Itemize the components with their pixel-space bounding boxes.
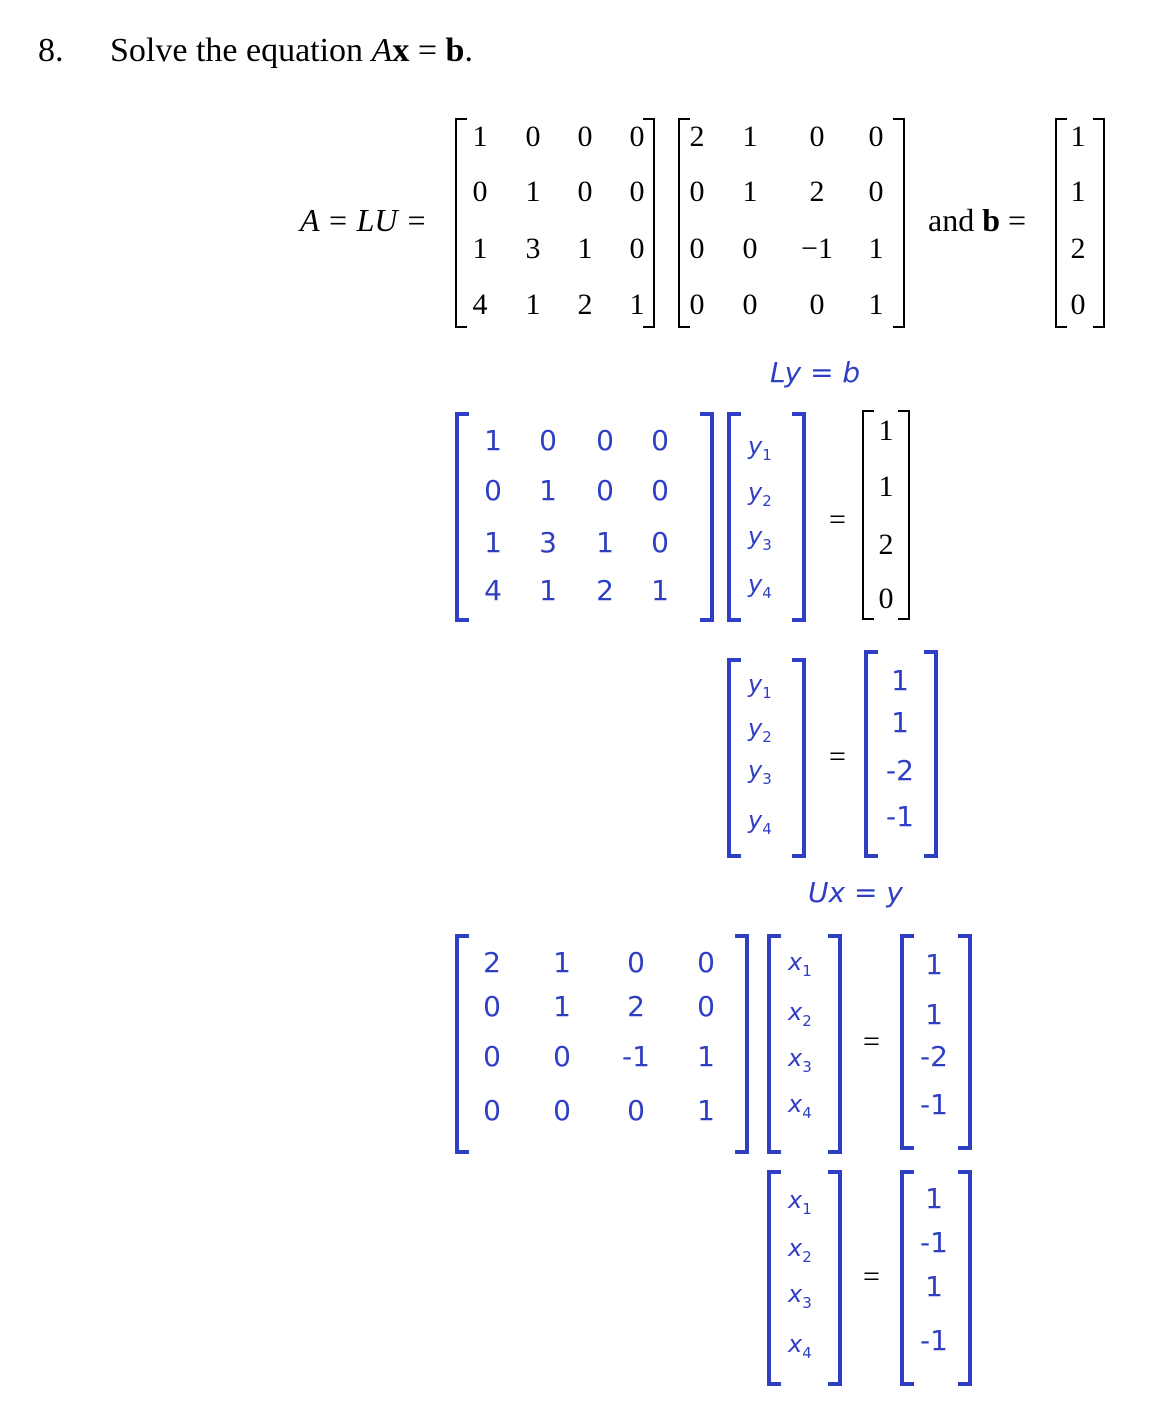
x-res-var-subscript: 3	[802, 1293, 812, 1312]
x-var-1	[788, 948, 812, 980]
L-cell-r3-c1: 1	[472, 232, 488, 265]
y-res-var-subscript: 4	[762, 819, 772, 838]
y-bracket-left	[727, 412, 741, 622]
U-cell-r1-c3: 0	[809, 120, 825, 153]
x-var-4	[788, 1090, 812, 1122]
x-var-letter: x	[788, 1044, 803, 1072]
U-cell-r3-c4: 1	[868, 232, 884, 265]
U-hand-cell-r2-c2: 1	[553, 990, 571, 1023]
b-cell-r2: 1	[1070, 175, 1086, 208]
L-hand-cell-r4-c4: 1	[651, 574, 669, 607]
U-hand-bracket-right	[735, 934, 749, 1154]
U-hand-cell-r3-c4: 1	[697, 1040, 715, 1073]
y-res-var-subscript: 1	[762, 683, 772, 702]
L-cell-r2-c4: 0	[629, 175, 645, 208]
x-sol-cell-r2: -1	[920, 1226, 948, 1259]
L-hand-bracket-left	[455, 412, 469, 622]
L-cell-r2-c1: 0	[472, 175, 488, 208]
U-cell-r4-c4: 1	[868, 288, 884, 321]
y-sol-cell-r4: -1	[886, 800, 914, 833]
U-hand-cell-r3-c3: -1	[622, 1040, 650, 1073]
x-var-3	[788, 1044, 812, 1076]
step1-result-equals: =	[829, 740, 846, 773]
symbol-x: x	[392, 32, 410, 69]
L-cell-r2-c2: 1	[525, 175, 541, 208]
L-hand-cell-r4-c3: 2	[596, 574, 614, 607]
step2-result-equals: =	[863, 1260, 880, 1293]
step1-b-cell-r2: 1	[878, 470, 894, 503]
L-cell-r2-c3: 0	[577, 175, 593, 208]
step1-b-cell-r4: 0	[878, 582, 894, 615]
U-hand-cell-r4-c4: 1	[697, 1094, 715, 1127]
x-var-letter: x	[788, 998, 803, 1026]
x-var-2	[788, 998, 812, 1030]
step2-heading: Ux = y	[808, 876, 903, 909]
L-cell-r4-c3: 2	[577, 288, 593, 321]
L-hand-cell-r1-c3: 0	[596, 424, 614, 457]
y2-bracket-right	[958, 934, 972, 1150]
y-res-var-subscript: 2	[762, 727, 772, 746]
y-bracket-right	[792, 412, 806, 622]
given-lhs: A = LU =	[300, 202, 428, 238]
U-cell-r1-c4: 0	[868, 120, 884, 153]
x-sol-cell-r1: 1	[925, 1182, 943, 1215]
ysol-bracket-left	[864, 650, 878, 858]
x-res-var-letter: x	[788, 1186, 803, 1214]
symbol-b: b	[445, 32, 465, 69]
U-hand-cell-r1-c1: 2	[483, 946, 501, 979]
problem-number: 8.	[38, 32, 64, 69]
U-cell-r4-c1: 0	[689, 288, 705, 321]
x-res-var-letter: x	[788, 1330, 803, 1358]
step1-b-cell-r3: 2	[878, 528, 894, 561]
y-res-var-4	[748, 806, 772, 838]
problem-statement	[110, 32, 473, 70]
L-hand-cell-r3-c2: 3	[539, 526, 557, 559]
x-var-subscript: 2	[802, 1011, 812, 1030]
y-res-var-letter: y	[748, 670, 763, 698]
U-cell-r1-c2: 1	[742, 120, 758, 153]
L-cell-r3-c4: 0	[629, 232, 645, 265]
y-var-subscript: 4	[762, 583, 772, 602]
y-var-letter: y	[748, 570, 763, 598]
yres-bracket-right	[792, 658, 806, 858]
L-hand-cell-r4-c1: 4	[484, 574, 502, 607]
U-hand-cell-r2-c1: 0	[483, 990, 501, 1023]
b-symbol: b	[982, 202, 1000, 238]
x-res-var-subscript: 1	[802, 1199, 812, 1218]
L-hand-cell-r2-c4: 0	[651, 474, 669, 507]
U-cell-r4-c3: 0	[809, 288, 825, 321]
xres-bracket-left	[767, 1170, 781, 1386]
y-res-var-letter: y	[748, 806, 763, 834]
L-hand-cell-r1-c4: 0	[651, 424, 669, 457]
U-hand-cell-r4-c2: 0	[553, 1094, 571, 1127]
statement-equals: =	[417, 32, 438, 69]
x-sol-cell-r4: -1	[920, 1324, 948, 1357]
U-cell-r3-c3: −1	[801, 232, 833, 265]
L-hand-cell-r2-c2: 1	[539, 474, 557, 507]
xres-bracket-right	[828, 1170, 842, 1386]
U-hand-cell-r1-c3: 0	[627, 946, 645, 979]
y-res-var-letter: y	[748, 714, 763, 742]
y-var-2	[748, 478, 772, 510]
L-cell-r3-c2: 3	[525, 232, 541, 265]
b-equals: =	[1008, 202, 1027, 238]
U-hand-cell-r2-c3: 2	[627, 990, 645, 1023]
L-cell-r3-c3: 1	[577, 232, 593, 265]
L-hand-cell-r3-c4: 0	[651, 526, 669, 559]
step2-y-cell-r3: -2	[920, 1040, 948, 1073]
x-bracket-right	[828, 934, 842, 1154]
step1-heading: Ly = b	[770, 356, 861, 389]
step1-equals: =	[829, 503, 846, 536]
U-cell-r2-c4: 0	[868, 175, 884, 208]
x-res-var-letter: x	[788, 1234, 803, 1262]
x-var-subscript: 1	[802, 961, 812, 980]
statement-period: .	[464, 32, 473, 69]
x-res-var-2	[788, 1234, 812, 1266]
L-hand-cell-r3-c3: 1	[596, 526, 614, 559]
L-cell-r1-c1: 1	[472, 120, 488, 153]
L-hand-cell-r2-c1: 0	[484, 474, 502, 507]
y-sol-cell-r1: 1	[891, 664, 909, 697]
b-cell-r3: 2	[1070, 232, 1086, 265]
b-cell-r4: 0	[1070, 288, 1086, 321]
y-var-4	[748, 570, 772, 602]
L-hand-cell-r3-c1: 1	[484, 526, 502, 559]
y-res-var-letter: y	[748, 756, 763, 784]
statement-prefix: Solve the equation	[110, 32, 372, 69]
symbol-A: A	[371, 32, 393, 69]
y-res-var-1	[748, 670, 772, 702]
y-res-var-subscript: 3	[762, 769, 772, 788]
U-hand-cell-r3-c2: 0	[553, 1040, 571, 1073]
y-res-var-2	[748, 714, 772, 746]
x-bracket-left	[767, 934, 781, 1154]
step2-y-cell-r4: -1	[920, 1088, 948, 1121]
y-sol-cell-r3: -2	[886, 754, 914, 787]
b-cell-r1: 1	[1070, 120, 1086, 153]
U-cell-r2-c3: 2	[809, 175, 825, 208]
y-var-letter: y	[748, 432, 763, 460]
x-res-var-3	[788, 1280, 812, 1312]
x-sol-cell-r3: 1	[925, 1270, 943, 1303]
y-var-1	[748, 432, 772, 464]
U-hand-cell-r1-c4: 0	[697, 946, 715, 979]
x-res-var-4	[788, 1330, 812, 1362]
x-res-var-subscript: 4	[802, 1343, 812, 1362]
y-var-letter: y	[748, 478, 763, 506]
U-hand-cell-r4-c1: 0	[483, 1094, 501, 1127]
L-cell-r1-c4: 0	[629, 120, 645, 153]
yres-bracket-left	[727, 658, 741, 858]
step2-y-cell-r2: 1	[925, 998, 943, 1031]
L-hand-cell-r4-c2: 1	[539, 574, 557, 607]
L-cell-r1-c3: 0	[577, 120, 593, 153]
x-var-letter: x	[788, 948, 803, 976]
U-cell-r2-c1: 0	[689, 175, 705, 208]
U-hand-bracket-left	[455, 934, 469, 1154]
y-res-var-3	[748, 756, 772, 788]
y-var-subscript: 1	[762, 445, 772, 464]
U-hand-cell-r3-c1: 0	[483, 1040, 501, 1073]
x-res-var-letter: x	[788, 1280, 803, 1308]
step2-y-cell-r1: 1	[925, 948, 943, 981]
L-cell-r4-c1: 4	[472, 288, 488, 321]
x-res-var-1	[788, 1186, 812, 1218]
U-cell-r2-c2: 1	[742, 175, 758, 208]
L-cell-r4-c2: 1	[525, 288, 541, 321]
step2-equals: =	[863, 1025, 880, 1058]
L-hand-bracket-right	[700, 412, 714, 622]
xsol-bracket-right	[958, 1170, 972, 1386]
U-hand-cell-r4-c3: 0	[627, 1094, 645, 1127]
U-hand-cell-r1-c2: 1	[553, 946, 571, 979]
U-cell-r3-c2: 0	[742, 232, 758, 265]
y-var-subscript: 3	[762, 535, 772, 554]
and-b-label	[928, 202, 1026, 239]
L-cell-r4-c4: 1	[629, 288, 645, 321]
L-hand-cell-r1-c1: 1	[484, 424, 502, 457]
U-cell-r3-c1: 0	[689, 232, 705, 265]
x-var-letter: x	[788, 1090, 803, 1118]
L-hand-cell-r1-c2: 0	[539, 424, 557, 457]
and-label: and	[928, 202, 975, 238]
x-var-subscript: 4	[802, 1103, 812, 1122]
y-sol-cell-r2: 1	[891, 706, 909, 739]
L-hand-cell-r2-c3: 0	[596, 474, 614, 507]
U-cell-r4-c2: 0	[742, 288, 758, 321]
x-var-subscript: 3	[802, 1057, 812, 1076]
y-var-3	[748, 522, 772, 554]
x-res-var-subscript: 2	[802, 1247, 812, 1266]
U-hand-cell-r2-c4: 0	[697, 990, 715, 1023]
step1-b-cell-r1: 1	[878, 414, 894, 447]
U-cell-r1-c1: 2	[689, 120, 705, 153]
L-cell-r1-c2: 0	[525, 120, 541, 153]
y-var-letter: y	[748, 522, 763, 550]
ysol-bracket-right	[924, 650, 938, 858]
y-var-subscript: 2	[762, 491, 772, 510]
